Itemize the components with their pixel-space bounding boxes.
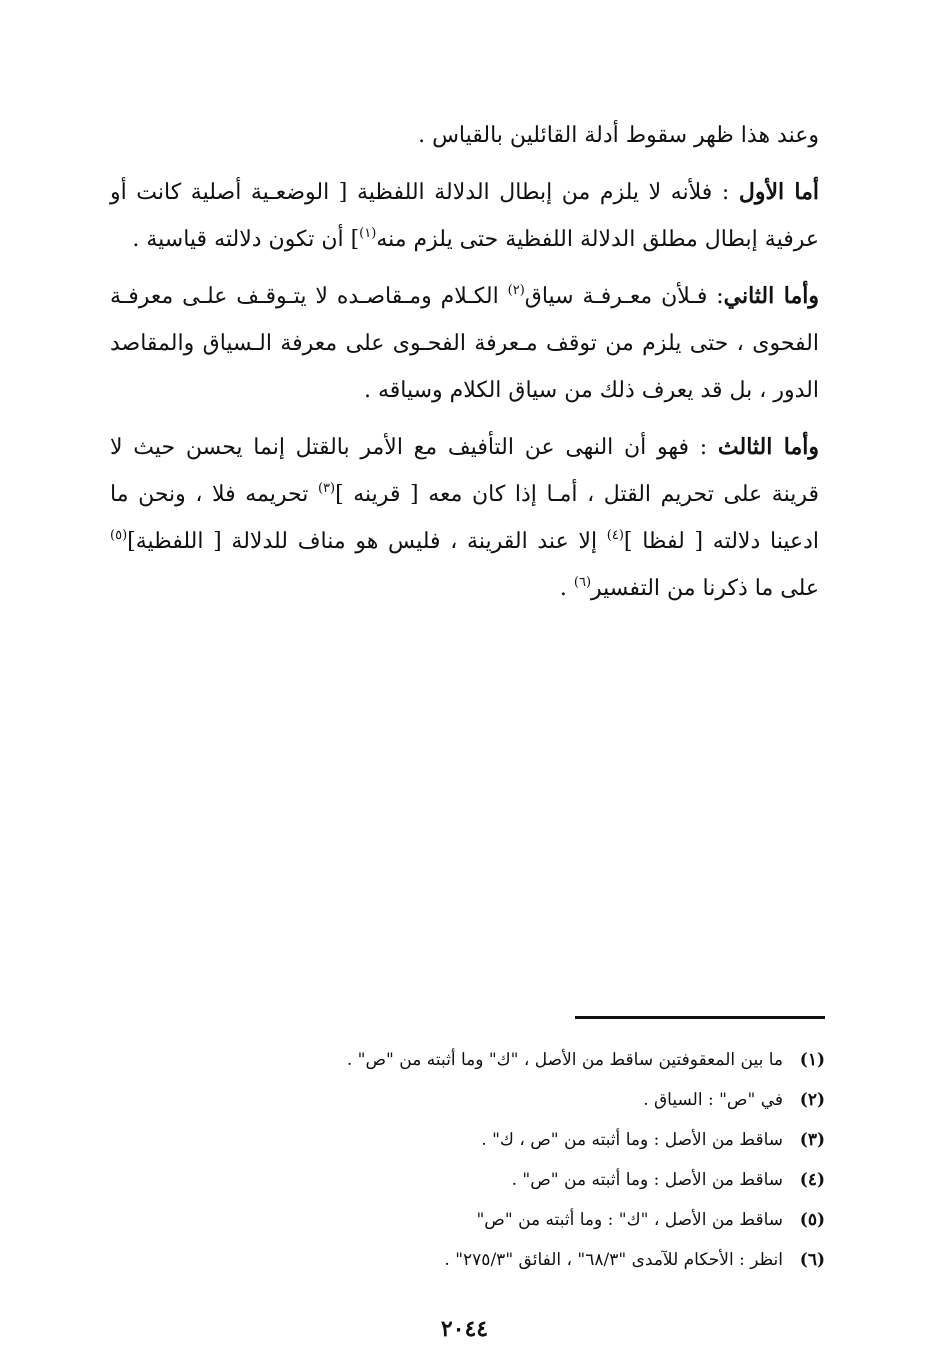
paragraph-text: على ما ذكرنا من التفسير [591,576,819,601]
footnote-text: ساقط من الأصل : وما أثبته من "ص ، ك" . [481,1130,783,1150]
footnote-number: (٣) [799,1130,825,1150]
footnote-ref[interactable]: (٥) [110,528,128,543]
paragraph-text: : فهو أن النهى عن التأفيف مع الأمر بالقتل إنما يحسن حيث لا قرينة على تحريم القتل ، أمـا إذا كان معه [ قرينه ] [110,435,819,507]
paragraph-text: . [559,576,574,601]
page-number: ٢٠٤٤ [440,1316,489,1342]
footnote-number: (١) [799,1050,825,1070]
footnote-item [110,1160,825,1200]
paragraph-lead: أما الأول [738,179,819,205]
paragraph-lead: وأما الثالث [717,434,819,460]
footnote-number: (٥) [799,1210,825,1230]
paragraph-text: إلا عند القرينة ، فليس هو مناف للدلالة [ اللفظية] [127,529,607,554]
footnote-text: في "ص" : السياق . [643,1090,783,1110]
footnote-ref[interactable]: (٤) [606,528,624,543]
paragraph-text: الكـلام ومـقاصـده لا يتـوقـف علـى معرفـة الفحوى ، حتى يلزم من توقف مـعرفة الفحـوى على معرفة الـسياق والمقاصد الدور ، بل قد يعرف ذلك من سياق الكلام وسياقه . [110,284,819,403]
footnotes-list [110,1040,825,1280]
footnote-text: انظر : الأحكام للآمدى "٦٨/٣" ، الفائق "٢٧٥/٣" . [444,1250,783,1270]
footnote-number: (٤) [799,1170,825,1190]
paragraph-lead: وأما الثاني [723,283,820,309]
footnote-item [110,1040,825,1080]
paragraph-first [110,169,819,263]
paragraph-second [110,273,819,414]
footnote-separator [575,1016,825,1019]
paragraph-text: : فلأنه لا يلزم من إبطال الدلالة اللفظية [ الوضعـية أصلية كانت أو عرفية إبطال مطلق الدلالة اللفظية حتى يلزم منه [110,180,819,252]
footnote-item [110,1120,825,1160]
footnote-item [110,1080,825,1120]
footnote-item [110,1200,825,1240]
paragraph-text: : فـلأن معـرفـة سياق [524,284,724,309]
paragraph-text: ] أن تكون دلالته قياسية . [132,227,360,252]
footnote-text: ساقط من الأصل ، "ك" : وما أثبته من "ص" [476,1210,783,1230]
footnote-number: (٢) [799,1090,825,1110]
footnote-text: ساقط من الأصل : وما أثبته من "ص" . [511,1170,783,1190]
footnote-ref[interactable]: (٢) [507,283,525,298]
footnote-ref[interactable]: (٣) [317,481,336,496]
footnote-ref[interactable]: (٦) [573,575,592,590]
footnote-number: (٦) [799,1250,825,1270]
paragraph-text: تحريمه فلا ، ونحن ما ادعينا دلالته [ لفظا ] [110,482,820,554]
paragraph-intro [110,112,819,159]
footnote-item [110,1240,825,1280]
paragraph-third [110,424,819,612]
main-text [110,112,819,622]
footnote-ref[interactable]: (١) [359,226,377,241]
footnote-text: ما بين المعقوفتين ساقط من الأصل ، "ك" وما أثبته من "ص" . [346,1050,783,1070]
paragraph-text: وعند هذا ظهر سقوط أدلة القائلين بالقياس . [418,123,819,148]
